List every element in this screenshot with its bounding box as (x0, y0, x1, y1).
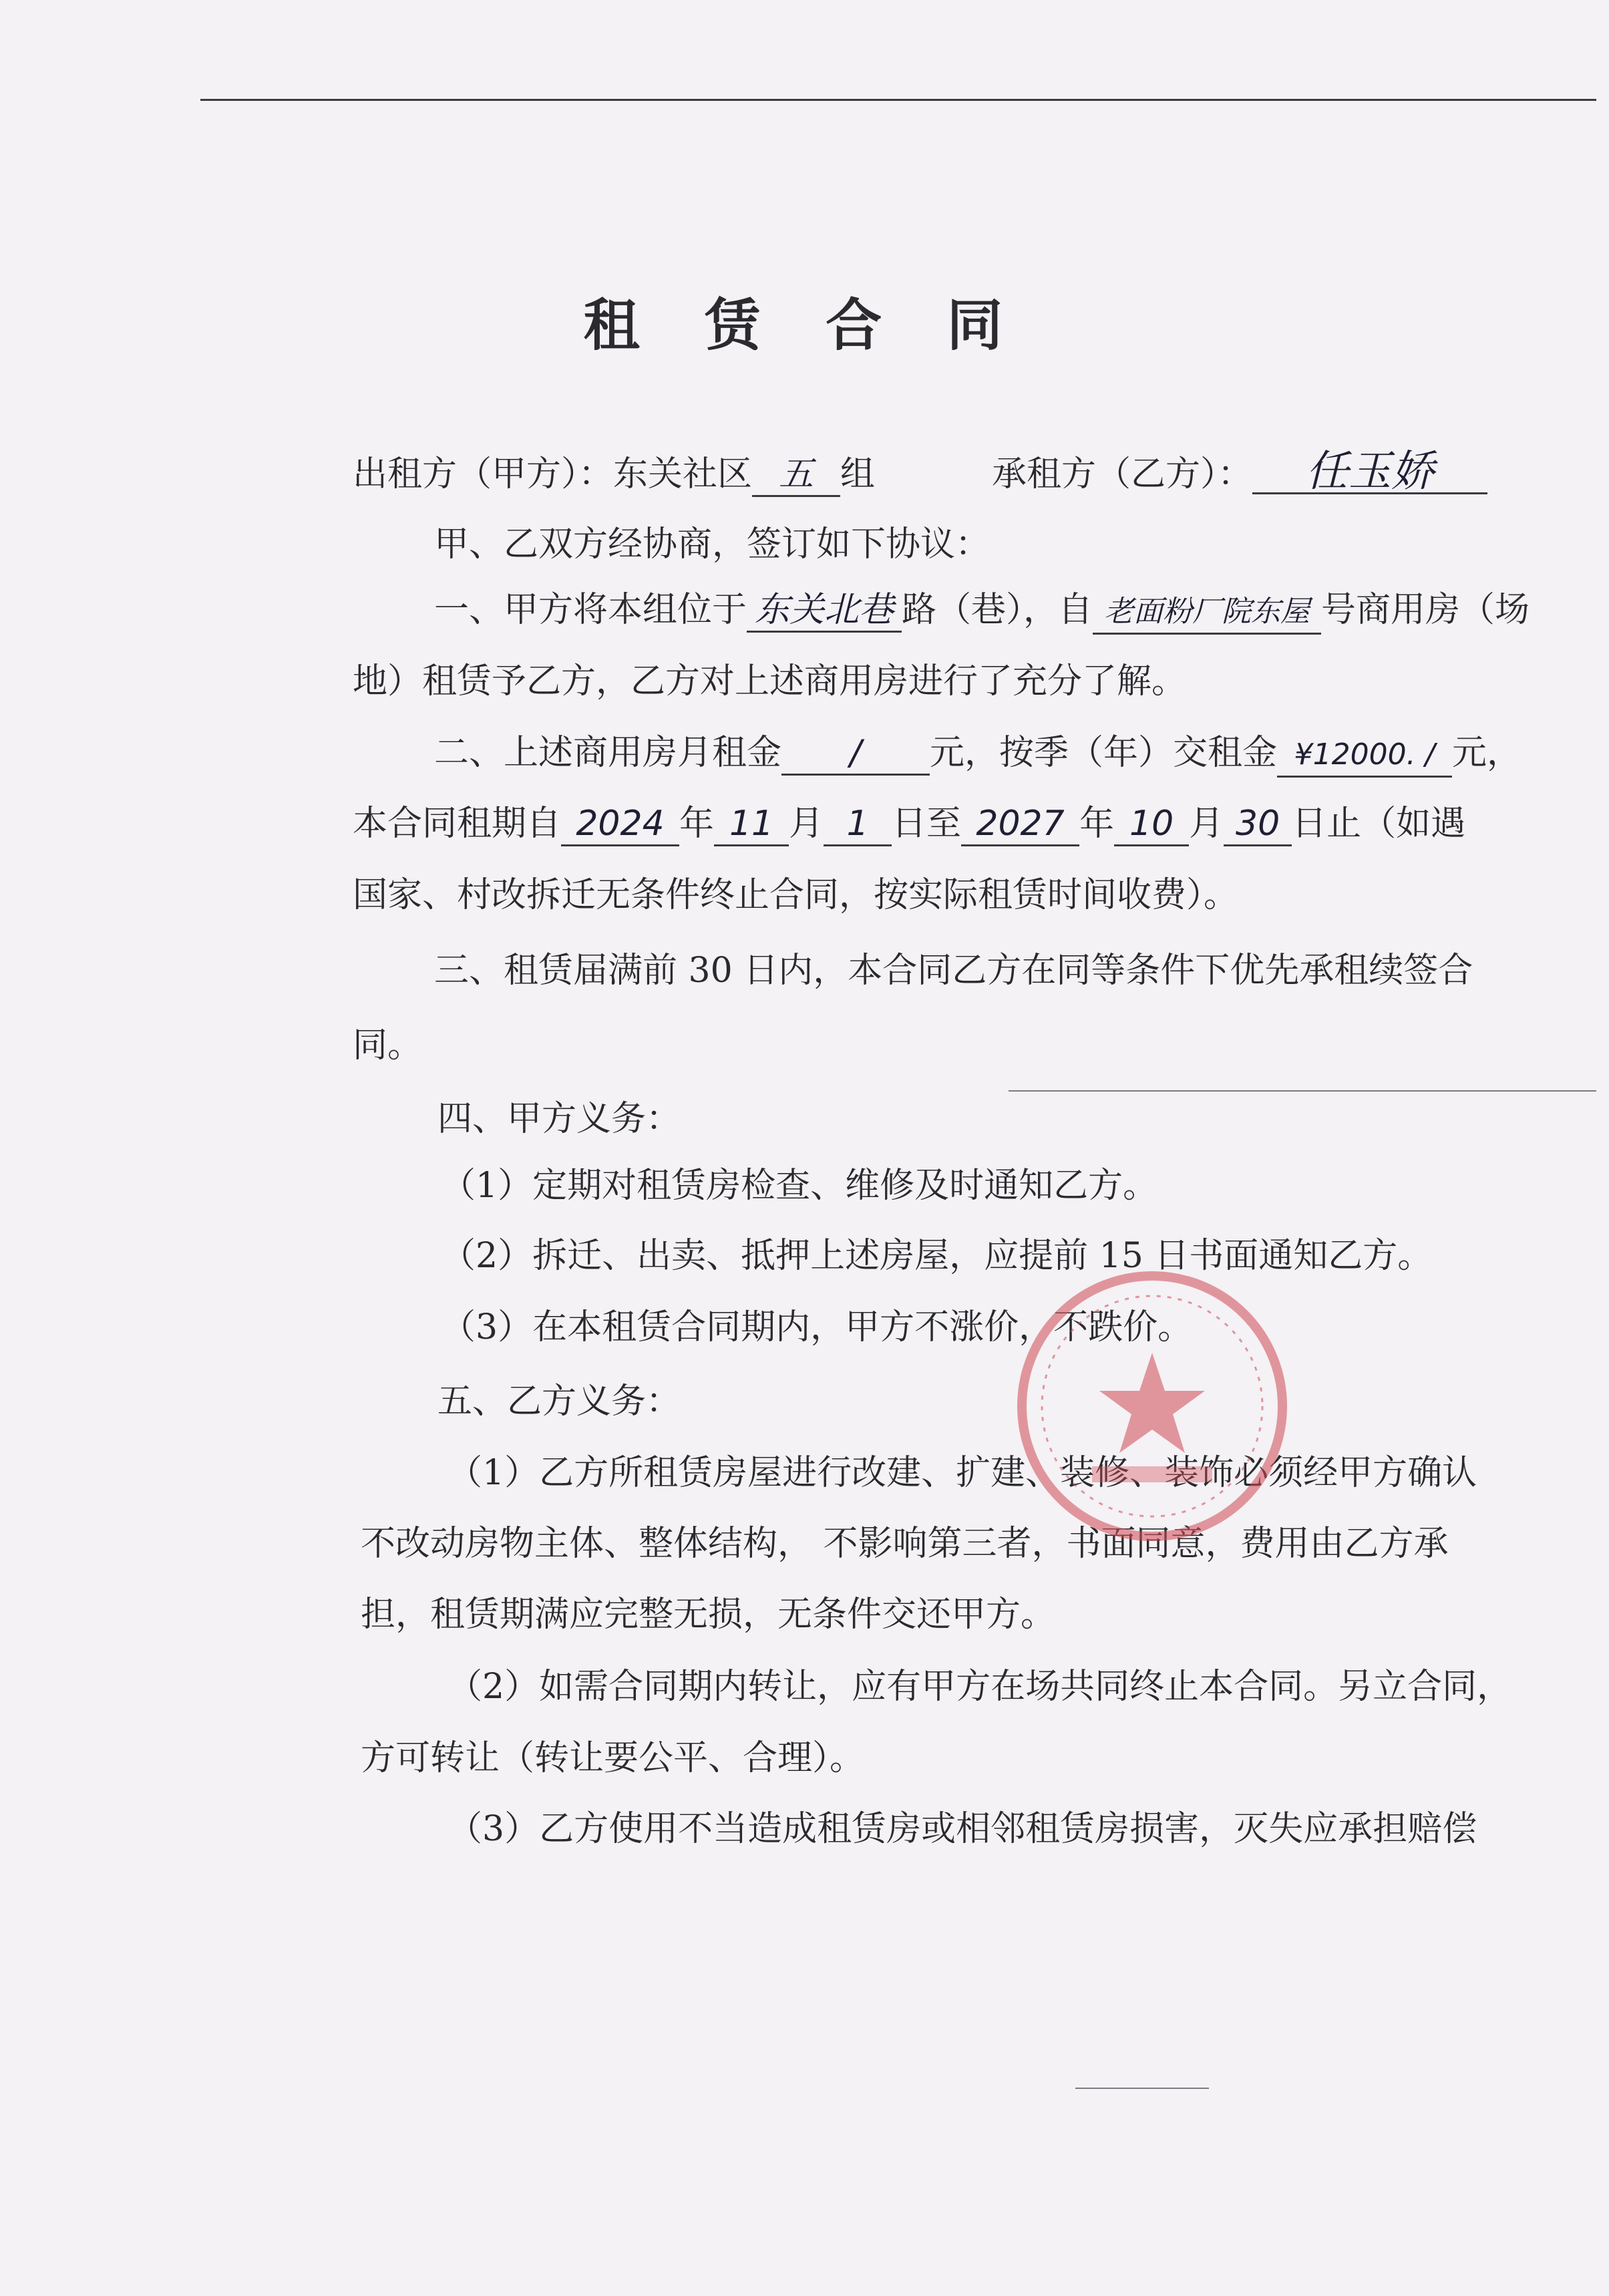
intro-line: 甲、乙双方经协商，签订如下协议： (434, 524, 991, 564)
road-field: 东关北巷 (747, 589, 902, 633)
clause5-heading: 五、乙方义务： (437, 1381, 681, 1422)
location-field: 老面粉厂院东屋 (1093, 591, 1321, 635)
clause1-line2: 地）租赁予乙方，乙方对上述商用房进行了充分了解。 (353, 661, 1187, 701)
clause5-item2-line1: （2）如需合同期内转让，应有甲方在场共同终止本合同。另立合同， (448, 1667, 1512, 1707)
end-month-field: 10 (1114, 803, 1189, 846)
end-year-field: 2027 (961, 803, 1079, 846)
clause4-item2: （2）拆迁、出卖、抵押上述房屋，应提前 15 日书面通知乙方。 (441, 1236, 1433, 1276)
start-month-field: 11 (714, 803, 789, 846)
lessee-label: 承租方（乙方）： (992, 454, 1253, 494)
start-day-field: 1 (824, 803, 892, 846)
start-year-field: 2024 (561, 803, 679, 846)
clause4-item3: （3）在本租赁合同期内，甲方不涨价，不跌价。 (441, 1307, 1193, 1347)
rent-amount-field: ¥12000. / (1277, 734, 1452, 778)
clause5-item3-line1: （3）乙方使用不当造成租赁房或相邻租赁房损害，灭失应承担赔偿 (448, 1809, 1477, 1849)
clause2-line2: 本合同租期自 2024 年 11 月 1 日至 2027 年 10 月 30 日止（如遇 (353, 800, 1465, 847)
clause4-item1: （1）定期对租赁房检查、维修及时通知乙方。 (441, 1166, 1158, 1206)
clause5-item1-line2: 不改动房物主体、整体结构， 不影响第三者，书面同意，费用由乙方承 (361, 1524, 1449, 1564)
top-rule (200, 99, 1596, 101)
parties-line (353, 447, 1487, 498)
clause5-item1-line1: （1）乙方所租赁房屋进行改建、扩建、装修、装饰必须经甲方确认 (448, 1453, 1477, 1493)
lessee-name-field: 任玉娇 (1252, 451, 1487, 494)
lessor-suffix: 组 (840, 454, 876, 494)
seal-star-icon (1099, 1353, 1205, 1453)
end-day-field: 30 (1224, 803, 1292, 846)
clause5-item2-line2: 方可转让（转让要公平、合理）。 (361, 1738, 865, 1778)
clause5-item1-line3: 担，租赁期满应完整无损，无条件交还甲方。 (361, 1595, 1056, 1635)
lessor-group-field: 五 (752, 454, 840, 497)
clause1-line1: 一、甲方将本组位于 东关北巷 路（巷），自 老面粉厂院东屋 号商用房（场 (434, 587, 1530, 635)
clause2-line1: 二、上述商用房月租金 / 元，按季（年）交租金 ¥12000. / 元， (434, 729, 1522, 778)
bottom-mark (1075, 2088, 1209, 2089)
lessor-prefix: 出租方（甲方）：东关社区 (353, 454, 753, 494)
official-seal-stamp (1012, 1266, 1292, 1546)
monthly-rent-field: / (781, 732, 930, 776)
clause3-line2: 同。 (353, 1025, 423, 1065)
clause2-line3: 国家、村改拆迁无条件终止合同，按实际租赁时间收费）。 (353, 875, 1239, 915)
clause4-heading: 四、甲方义务： (437, 1099, 681, 1139)
document-title: 租 赁 合 同 (583, 293, 1026, 358)
fold-mark (1009, 1090, 1596, 1092)
clause3-line1: 三、租赁届满前 30 日内，本合同乙方在同等条件下优先承租续签合 (434, 951, 1473, 991)
